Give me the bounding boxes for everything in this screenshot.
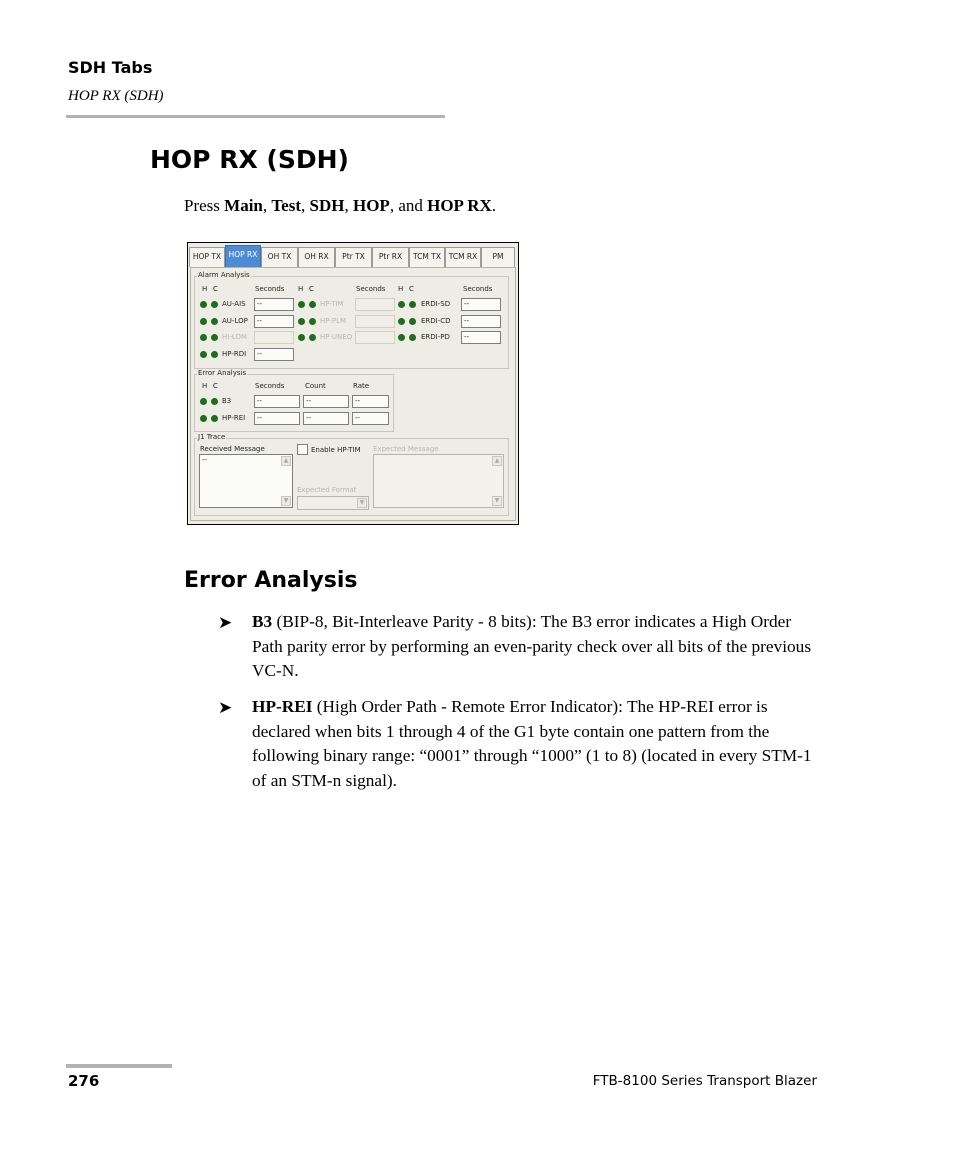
instr-prefix: Press xyxy=(184,196,225,215)
h-indicator xyxy=(200,398,207,405)
error-seconds-header: Seconds xyxy=(255,382,285,390)
received-message-label: Received Message xyxy=(200,445,265,453)
alarm-seconds-field: -- xyxy=(461,315,501,328)
enable-hp-tim-checkbox[interactable] xyxy=(297,444,308,455)
alarm-c-header: C xyxy=(309,285,314,293)
error-label: HP-REI xyxy=(222,414,246,422)
c-indicator xyxy=(409,301,416,308)
alarm-label: HP-PLM xyxy=(320,317,347,325)
enable-hp-tim-label: Enable HP-TIM xyxy=(311,446,361,454)
alarm-h-header: H xyxy=(202,285,208,293)
footer-rule xyxy=(66,1064,172,1068)
bullet-hp-rei xyxy=(252,695,822,793)
instr-hoprx: HOP RX xyxy=(427,196,492,215)
c-indicator xyxy=(309,318,316,325)
error-seconds-field: -- xyxy=(254,395,300,408)
c-indicator xyxy=(309,334,316,341)
tab-ptr-tx[interactable]: Ptr TX xyxy=(335,247,372,267)
error-seconds-field: -- xyxy=(254,412,300,425)
hop-rx-screenshot xyxy=(187,242,519,525)
instruction-text xyxy=(184,196,496,216)
h-indicator xyxy=(398,334,405,341)
j1-trace-title: J1 Trace xyxy=(198,433,226,441)
alarm-seconds-header: Seconds xyxy=(463,285,493,293)
c-indicator xyxy=(211,398,218,405)
h-indicator xyxy=(398,318,405,325)
alarm-seconds-field xyxy=(355,298,395,311)
c-indicator xyxy=(211,334,218,341)
subsection-header: HOP RX (SDH) xyxy=(68,88,164,104)
section-header: SDH Tabs xyxy=(68,58,153,77)
tab-panel xyxy=(190,267,516,521)
c-indicator xyxy=(409,318,416,325)
bullet-b3 xyxy=(252,610,822,684)
scroll-down-icon: ▼ xyxy=(492,496,502,506)
alarm-label: HP-RDI xyxy=(222,350,247,358)
alarm-seconds-field: -- xyxy=(254,348,294,361)
error-count-field: -- xyxy=(303,412,349,425)
tab-tcm-tx[interactable]: TCM TX xyxy=(409,247,445,267)
alarm-analysis-title: Alarm Analysis xyxy=(198,271,250,279)
error-rate-field: -- xyxy=(352,412,389,425)
error-count-field: -- xyxy=(303,395,349,408)
c-indicator xyxy=(211,351,218,358)
doc-title: FTB-8100 Series Transport Blazer xyxy=(592,1073,817,1089)
error-rate-header: Rate xyxy=(353,382,370,390)
expected-format-label: Expected Format xyxy=(297,486,357,494)
alarm-label: HP-TIM xyxy=(320,300,344,308)
bullet-term: B3 xyxy=(252,612,273,631)
tab-bar xyxy=(188,245,518,267)
c-indicator xyxy=(211,415,218,422)
instr-sdh: SDH xyxy=(309,196,345,215)
instr-sep: , xyxy=(344,196,353,215)
alarm-label: ERDI-SD xyxy=(421,300,451,308)
tab-hop-tx[interactable]: HOP TX xyxy=(189,247,225,267)
h-indicator xyxy=(200,351,207,358)
alarm-seconds-field xyxy=(355,315,395,328)
h-indicator xyxy=(298,318,305,325)
h-indicator xyxy=(398,301,405,308)
c-indicator xyxy=(211,301,218,308)
page-title: HOP RX (SDH) xyxy=(150,145,349,174)
c-indicator xyxy=(409,334,416,341)
alarm-label: ERDI-PD xyxy=(421,333,450,341)
error-count-header: Count xyxy=(305,382,326,390)
bullet-description: (High Order Path - Remote Error Indicator): The HP-REI error is declared when bits 1 through 4 of the G1 byte contain one pattern from the following binary range: “0001” through “1000” (1 to 8) (located in every STM-1 of an STM-n signal). xyxy=(252,697,812,790)
tab-ptr-rx[interactable]: Ptr RX xyxy=(372,247,409,267)
alarm-seconds-field xyxy=(254,331,294,344)
alarm-seconds-header: Seconds xyxy=(255,285,285,293)
alarm-c-header: C xyxy=(213,285,218,293)
c-indicator xyxy=(211,318,218,325)
error-analysis-title: Error Analysis xyxy=(198,369,247,377)
alarm-label: AU-AIS xyxy=(222,300,246,308)
tab-hop-rx[interactable]: HOP RX xyxy=(225,245,261,267)
bullet-arrow-icon: ➤ xyxy=(218,613,233,632)
alarm-seconds-field: -- xyxy=(254,315,294,328)
h-indicator xyxy=(200,334,207,341)
expected-message-area xyxy=(373,454,504,508)
instr-sep: , xyxy=(262,196,272,215)
expected-message-label: Expected Message xyxy=(373,445,439,453)
alarm-label: HP-UNEQ xyxy=(320,333,353,341)
page-number: 276 xyxy=(68,1072,100,1090)
h-indicator xyxy=(200,301,207,308)
received-message-area: -- xyxy=(199,454,293,508)
h-indicator xyxy=(298,334,305,341)
scroll-down-icon: ▼ xyxy=(281,496,291,506)
error-h-header: H xyxy=(202,382,208,390)
h-indicator xyxy=(200,415,207,422)
h-indicator xyxy=(298,301,305,308)
chevron-down-icon: ▼ xyxy=(357,498,367,508)
section-title: Error Analysis xyxy=(184,568,358,593)
alarm-seconds-field: -- xyxy=(254,298,294,311)
bullet-arrow-icon: ➤ xyxy=(218,698,233,717)
alarm-seconds-field xyxy=(355,331,395,344)
tab-pm[interactable]: PM xyxy=(481,247,515,267)
instr-hop: HOP xyxy=(352,196,390,215)
tab-oh-rx[interactable]: OH RX xyxy=(298,247,335,267)
scroll-up-icon: ▲ xyxy=(492,456,502,466)
alarm-label: AU-LOP xyxy=(222,317,248,325)
instr-sep: , xyxy=(301,196,310,215)
instr-main: Main xyxy=(224,196,263,215)
instr-suffix: . xyxy=(491,196,497,215)
tab-oh-tx[interactable]: OH TX xyxy=(261,247,298,267)
bullet-description: (BIP-8, Bit-Interleave Parity - 8 bits): The B3 error indicates a High Order Path parity error by performing an even-parity check over all bits of the previous VC-N. xyxy=(252,612,812,680)
tab-tcm-rx[interactable]: TCM RX xyxy=(445,247,481,267)
error-rate-field: -- xyxy=(352,395,389,408)
alarm-label: HI-LOM xyxy=(222,333,248,341)
alarm-seconds-field: -- xyxy=(461,298,501,311)
bullet-term: HP-REI xyxy=(252,697,313,716)
alarm-h-header: H xyxy=(398,285,404,293)
scroll-up-icon: ▲ xyxy=(281,456,291,466)
header-rule xyxy=(66,115,445,118)
alarm-c-header: C xyxy=(409,285,414,293)
error-c-header: C xyxy=(213,382,218,390)
alarm-h-header: H xyxy=(298,285,304,293)
alarm-label: ERDI-CD xyxy=(421,317,451,325)
instr-sep: , and xyxy=(389,196,428,215)
alarm-seconds-field: -- xyxy=(461,331,501,344)
c-indicator xyxy=(309,301,316,308)
instr-test: Test xyxy=(271,196,301,215)
alarm-seconds-header: Seconds xyxy=(356,285,386,293)
error-label: B3 xyxy=(222,397,232,405)
h-indicator xyxy=(200,318,207,325)
